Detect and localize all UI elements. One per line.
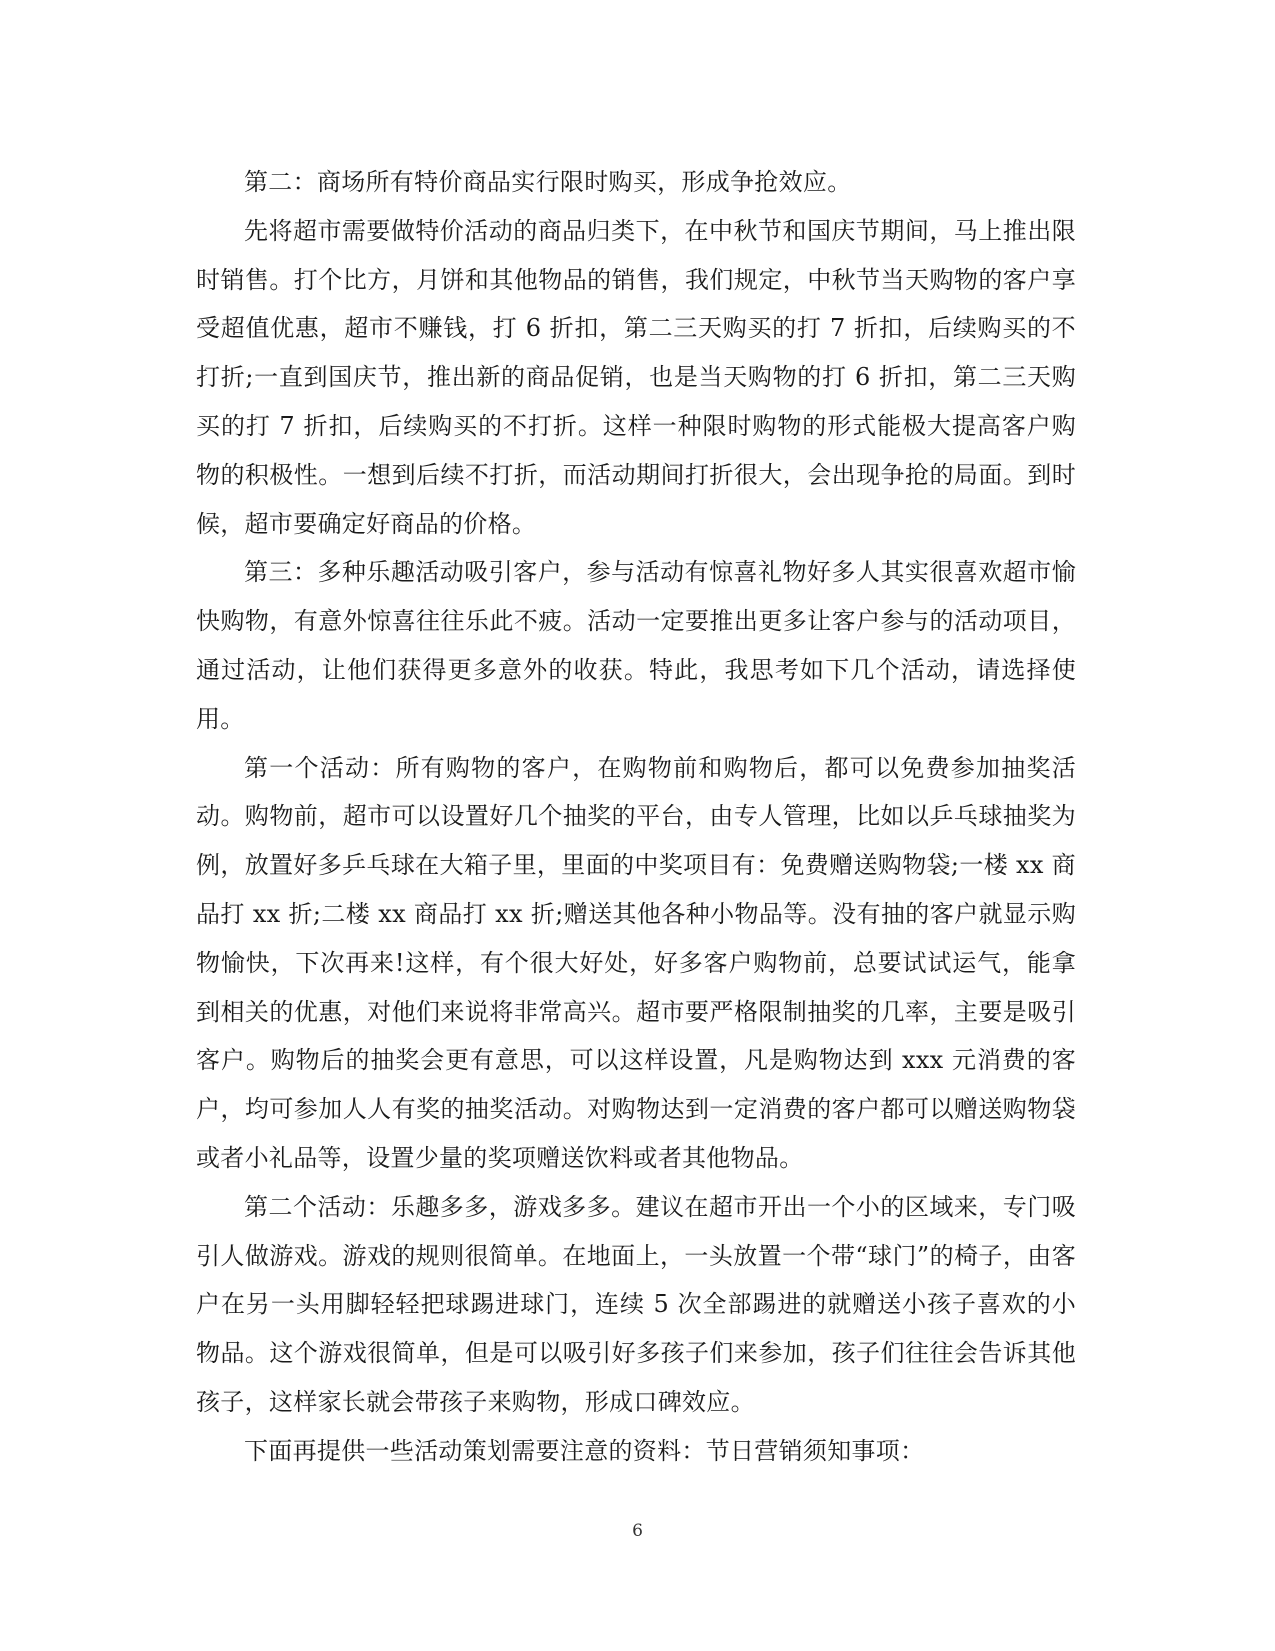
- paragraph-3: 第三：多种乐趣活动吸引客户，参与活动有惊喜礼物好多人其实很喜欢超市愉快购物，有意外惊喜往往乐此不疲。活动一定要推出更多让客户参与的活动项目，通过活动，让他们获得更多意外的收获。特此，我思考如下几个活动，请选择使用。: [196, 558, 1076, 733]
- paragraph-1: 第二：商场所有特价商品实行限时购买，形成争抢效应。: [244, 168, 852, 196]
- document-body: [196, 158, 1076, 1476]
- paragraph-5: 第二个活动：乐趣多多，游戏多多。建议在超市开出一个小的区域来，专门吸引人做游戏。游戏的规则很简单。在地面上，一头放置一个带“球门”的椅子，由客户在另一头用脚轻轻把球踢进球门，连续 5 次全部踢进的就赠送小孩子喜欢的小物品。这个游戏很简单，但是可以吸引好多孩子们来参加，孩子们往往会告诉其他孩子，这样家长就会带孩子来购物，形成口碑效应。: [196, 1192, 1076, 1416]
- paragraph-6: 下面再提供一些活动策划需要注意的资料：节日营销须知事项：: [244, 1436, 925, 1465]
- paragraph-4: 第一个活动：所有购物的客户，在购物前和购物后，都可以免费参加抽奖活动。购物前，超市可以设置好几个抽奖的平台，由专人管理，比如以乒乓球抽奖为例，放置好多乒乓球在大箱子里，里面的中奖项目有：免费赠送购物袋;一楼 xx 商品打 xx 折;二楼 xx 商品打 xx 折;赠送其他各种小物品等。没有抽的客户就显示购物愉快，下次再来!这样，有个很大好处，好多客户购物前，总要试试运气，能拿到相关的优惠，对他们来说将非常高兴。超市要严格限制抽奖的几率，主要是吸引客户。购物后的抽奖会更有意思，可以这样设置，凡是购物达到 xxx 元消费的客户，均可参加人人有奖的抽奖活动。对购物达到一定消费的客户都可以赠送购物袋或者小礼品等，设置少量的奖项赠送饮料或者其他物品。: [196, 753, 1076, 1172]
- paragraph-2: 先将超市需要做特价活动的商品归类下，在中秋节和国庆节期间，马上推出限时销售。打个比方，月饼和其他物品的销售，我们规定，中秋节当天购物的客户享受超值优惠，超市不赚钱，打 6 折扣，第二三天购买的打 7 折扣，后续购买的不打折;一直到国庆节，推出新的商品促销，也是当天购物的打 6 折扣，第二三天购买的打 7 折扣，后续购买的不打折。这样一种限时购物的形式能极大提高客户购物的积极性。一想到后续不打折，而活动期间打折很大，会出现争抢的局面。到时候，超市要确定好商品的价格。: [196, 216, 1076, 538]
- page-number: 6: [632, 1521, 643, 1541]
